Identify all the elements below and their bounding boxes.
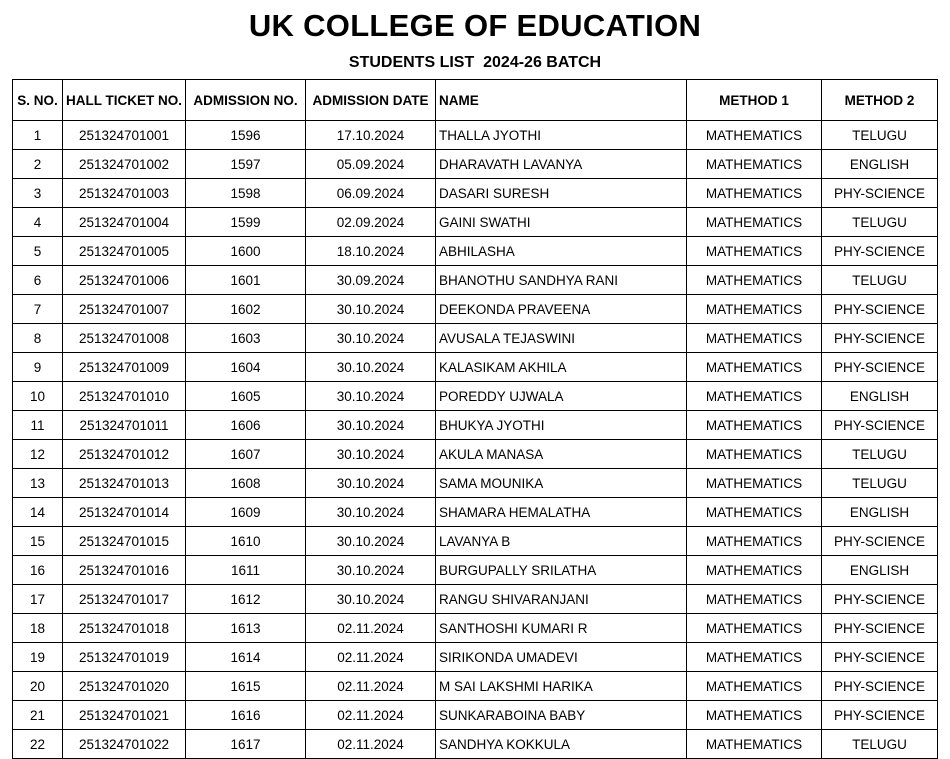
cell-admission-date: 02.11.2024 [306, 643, 436, 672]
cell-method-2: PHY-SCIENCE [822, 643, 938, 672]
cell-method-1: MATHEMATICS [687, 556, 822, 585]
cell-admission-no: 1612 [186, 585, 306, 614]
table-row [13, 498, 938, 527]
table-row [13, 266, 938, 295]
column-header-method-2: METHOD 2 [822, 80, 938, 121]
cell-sno: 16 [13, 556, 63, 585]
cell-admission-no: 1602 [186, 295, 306, 324]
cell-sno: 13 [13, 469, 63, 498]
table-row [13, 295, 938, 324]
table-header-row [13, 80, 938, 121]
cell-sno: 20 [13, 672, 63, 701]
cell-sno: 22 [13, 730, 63, 759]
cell-name: DEEKONDA PRAVEENA [436, 295, 687, 324]
cell-method-2: PHY-SCIENCE [822, 295, 938, 324]
cell-method-1: MATHEMATICS [687, 266, 822, 295]
cell-admission-date: 30.10.2024 [306, 498, 436, 527]
cell-sno: 9 [13, 353, 63, 382]
cell-admission-no: 1603 [186, 324, 306, 353]
cell-method-2: PHY-SCIENCE [822, 585, 938, 614]
cell-hall-ticket: 251324701003 [63, 179, 186, 208]
cell-admission-date: 30.10.2024 [306, 382, 436, 411]
cell-name: SUNKARABOINA BABY [436, 701, 687, 730]
table-row [13, 237, 938, 266]
cell-sno: 3 [13, 179, 63, 208]
cell-admission-no: 1609 [186, 498, 306, 527]
cell-name: BURGUPALLY SRILATHA [436, 556, 687, 585]
cell-hall-ticket: 251324701021 [63, 701, 186, 730]
cell-admission-date: 30.10.2024 [306, 527, 436, 556]
column-header-admission-date: ADMISSION DATE [306, 80, 436, 121]
cell-method-2: PHY-SCIENCE [822, 672, 938, 701]
cell-method-2: PHY-SCIENCE [822, 237, 938, 266]
cell-sno: 12 [13, 440, 63, 469]
cell-method-1: MATHEMATICS [687, 179, 822, 208]
cell-name: SANTHOSHI KUMARI R [436, 614, 687, 643]
cell-admission-no: 1605 [186, 382, 306, 411]
cell-admission-no: 1604 [186, 353, 306, 382]
cell-name: THALLA JYOTHI [436, 121, 687, 150]
table-row [13, 440, 938, 469]
cell-method-2: TELUGU [822, 469, 938, 498]
cell-hall-ticket: 251324701018 [63, 614, 186, 643]
cell-admission-no: 1599 [186, 208, 306, 237]
cell-hall-ticket: 251324701015 [63, 527, 186, 556]
cell-name: M SAI LAKSHMI HARIKA [436, 672, 687, 701]
table-row [13, 121, 938, 150]
cell-name: BHANOTHU SANDHYA RANI [436, 266, 687, 295]
cell-admission-no: 1615 [186, 672, 306, 701]
cell-method-1: MATHEMATICS [687, 527, 822, 556]
cell-admission-date: 02.11.2024 [306, 730, 436, 759]
cell-hall-ticket: 251324701002 [63, 150, 186, 179]
table-row [13, 382, 938, 411]
cell-sno: 17 [13, 585, 63, 614]
cell-admission-date: 30.10.2024 [306, 324, 436, 353]
cell-sno: 7 [13, 295, 63, 324]
cell-hall-ticket: 251324701006 [63, 266, 186, 295]
cell-admission-date: 02.11.2024 [306, 672, 436, 701]
cell-sno: 15 [13, 527, 63, 556]
cell-admission-date: 30.10.2024 [306, 469, 436, 498]
cell-method-1: MATHEMATICS [687, 208, 822, 237]
cell-name: KALASIKAM AKHILA [436, 353, 687, 382]
cell-admission-date: 18.10.2024 [306, 237, 436, 266]
cell-hall-ticket: 251324701005 [63, 237, 186, 266]
cell-hall-ticket: 251324701001 [63, 121, 186, 150]
cell-method-1: MATHEMATICS [687, 672, 822, 701]
cell-sno: 21 [13, 701, 63, 730]
table-row [13, 324, 938, 353]
cell-method-1: MATHEMATICS [687, 295, 822, 324]
cell-admission-no: 1611 [186, 556, 306, 585]
cell-name: DHARAVATH LAVANYA [436, 150, 687, 179]
cell-hall-ticket: 251324701017 [63, 585, 186, 614]
cell-admission-date: 17.10.2024 [306, 121, 436, 150]
cell-method-2: TELUGU [822, 266, 938, 295]
cell-admission-no: 1607 [186, 440, 306, 469]
cell-method-2: TELUGU [822, 440, 938, 469]
table-row [13, 701, 938, 730]
cell-method-2: TELUGU [822, 730, 938, 759]
cell-hall-ticket: 251324701011 [63, 411, 186, 440]
column-header-admission-no: ADMISSION NO. [186, 80, 306, 121]
cell-name: SHAMARA HEMALATHA [436, 498, 687, 527]
table-row [13, 411, 938, 440]
document-title: UK COLLEGE OF EDUCATION [248, 8, 702, 43]
cell-hall-ticket: 251324701022 [63, 730, 186, 759]
cell-admission-date: 06.09.2024 [306, 179, 436, 208]
cell-method-2: ENGLISH [822, 556, 938, 585]
cell-hall-ticket: 251324701010 [63, 382, 186, 411]
cell-admission-date: 02.11.2024 [306, 614, 436, 643]
cell-method-1: MATHEMATICS [687, 382, 822, 411]
cell-admission-date: 30.10.2024 [306, 585, 436, 614]
cell-hall-ticket: 251324701012 [63, 440, 186, 469]
cell-method-1: MATHEMATICS [687, 701, 822, 730]
cell-method-1: MATHEMATICS [687, 237, 822, 266]
cell-method-1: MATHEMATICS [687, 469, 822, 498]
cell-sno: 2 [13, 150, 63, 179]
cell-admission-date: 05.09.2024 [306, 150, 436, 179]
cell-method-2: PHY-SCIENCE [822, 527, 938, 556]
cell-hall-ticket: 251324701014 [63, 498, 186, 527]
cell-hall-ticket: 251324701009 [63, 353, 186, 382]
cell-hall-ticket: 251324701007 [63, 295, 186, 324]
cell-admission-no: 1601 [186, 266, 306, 295]
cell-method-2: TELUGU [822, 121, 938, 150]
cell-method-1: MATHEMATICS [687, 440, 822, 469]
cell-admission-no: 1598 [186, 179, 306, 208]
cell-hall-ticket: 251324701016 [63, 556, 186, 585]
column-header-name: NAME [436, 80, 687, 121]
cell-admission-no: 1617 [186, 730, 306, 759]
table-body [13, 121, 938, 759]
cell-name: RANGU SHIVARANJANI [436, 585, 687, 614]
table-row [13, 730, 938, 759]
cell-method-2: ENGLISH [822, 498, 938, 527]
cell-admission-no: 1610 [186, 527, 306, 556]
cell-method-2: PHY-SCIENCE [822, 614, 938, 643]
cell-method-2: ENGLISH [822, 382, 938, 411]
cell-method-2: PHY-SCIENCE [822, 701, 938, 730]
cell-method-1: MATHEMATICS [687, 324, 822, 353]
table-row [13, 527, 938, 556]
cell-name: SIRIKONDA UMADEVI [436, 643, 687, 672]
cell-sno: 11 [13, 411, 63, 440]
cell-admission-no: 1613 [186, 614, 306, 643]
cell-name: SANDHYA KOKKULA [436, 730, 687, 759]
cell-sno: 19 [13, 643, 63, 672]
cell-method-1: MATHEMATICS [687, 498, 822, 527]
cell-method-1: MATHEMATICS [687, 411, 822, 440]
table-row [13, 208, 938, 237]
cell-admission-date: 30.10.2024 [306, 295, 436, 324]
cell-sno: 4 [13, 208, 63, 237]
table-row [13, 353, 938, 382]
cell-name: BHUKYA JYOTHI [436, 411, 687, 440]
cell-sno: 6 [13, 266, 63, 295]
cell-name: AVUSALA TEJASWINI [436, 324, 687, 353]
cell-method-2: PHY-SCIENCE [822, 353, 938, 382]
cell-sno: 1 [13, 121, 63, 150]
cell-sno: 5 [13, 237, 63, 266]
cell-name: POREDDY UJWALA [436, 382, 687, 411]
cell-hall-ticket: 251324701019 [63, 643, 186, 672]
cell-method-2: PHY-SCIENCE [822, 324, 938, 353]
table-row [13, 150, 938, 179]
cell-method-1: MATHEMATICS [687, 150, 822, 179]
column-header-hall-ticket: HALL TICKET NO. [63, 80, 186, 121]
cell-hall-ticket: 251324701020 [63, 672, 186, 701]
cell-method-1: MATHEMATICS [687, 585, 822, 614]
cell-admission-no: 1597 [186, 150, 306, 179]
table-row [13, 469, 938, 498]
cell-admission-no: 1616 [186, 701, 306, 730]
cell-admission-date: 02.09.2024 [306, 208, 436, 237]
cell-hall-ticket: 251324701013 [63, 469, 186, 498]
table-row [13, 179, 938, 208]
cell-name: AKULA MANASA [436, 440, 687, 469]
cell-name: DASARI SURESH [436, 179, 687, 208]
cell-method-1: MATHEMATICS [687, 614, 822, 643]
cell-admission-date: 30.09.2024 [306, 266, 436, 295]
cell-admission-no: 1600 [186, 237, 306, 266]
cell-admission-no: 1608 [186, 469, 306, 498]
cell-method-2: PHY-SCIENCE [822, 411, 938, 440]
cell-method-1: MATHEMATICS [687, 730, 822, 759]
cell-method-1: MATHEMATICS [687, 353, 822, 382]
cell-name: SAMA MOUNIKA [436, 469, 687, 498]
column-header-method-1: METHOD 1 [687, 80, 822, 121]
cell-sno: 14 [13, 498, 63, 527]
table-row [13, 672, 938, 701]
cell-method-2: PHY-SCIENCE [822, 179, 938, 208]
cell-method-2: ENGLISH [822, 150, 938, 179]
column-header-sno: S. NO. [13, 80, 63, 121]
cell-name: LAVANYA B [436, 527, 687, 556]
cell-admission-date: 30.10.2024 [306, 556, 436, 585]
cell-method-1: MATHEMATICS [687, 121, 822, 150]
cell-admission-date: 30.10.2024 [306, 353, 436, 382]
students-table [12, 79, 938, 759]
table-row [13, 643, 938, 672]
cell-method-1: MATHEMATICS [687, 643, 822, 672]
cell-hall-ticket: 251324701004 [63, 208, 186, 237]
table-row [13, 614, 938, 643]
cell-method-2: TELUGU [822, 208, 938, 237]
cell-admission-date: 30.10.2024 [306, 411, 436, 440]
cell-admission-date: 02.11.2024 [306, 701, 436, 730]
table-row [13, 556, 938, 585]
document-subtitle: STUDENTS LIST 2024-26 BATCH [348, 54, 602, 71]
cell-sno: 18 [13, 614, 63, 643]
table-row [13, 585, 938, 614]
cell-admission-no: 1614 [186, 643, 306, 672]
cell-sno: 10 [13, 382, 63, 411]
cell-name: GAINI SWATHI [436, 208, 687, 237]
cell-name: ABHILASHA [436, 237, 687, 266]
cell-admission-no: 1596 [186, 121, 306, 150]
cell-hall-ticket: 251324701008 [63, 324, 186, 353]
cell-admission-no: 1606 [186, 411, 306, 440]
cell-sno: 8 [13, 324, 63, 353]
cell-admission-date: 30.10.2024 [306, 440, 436, 469]
